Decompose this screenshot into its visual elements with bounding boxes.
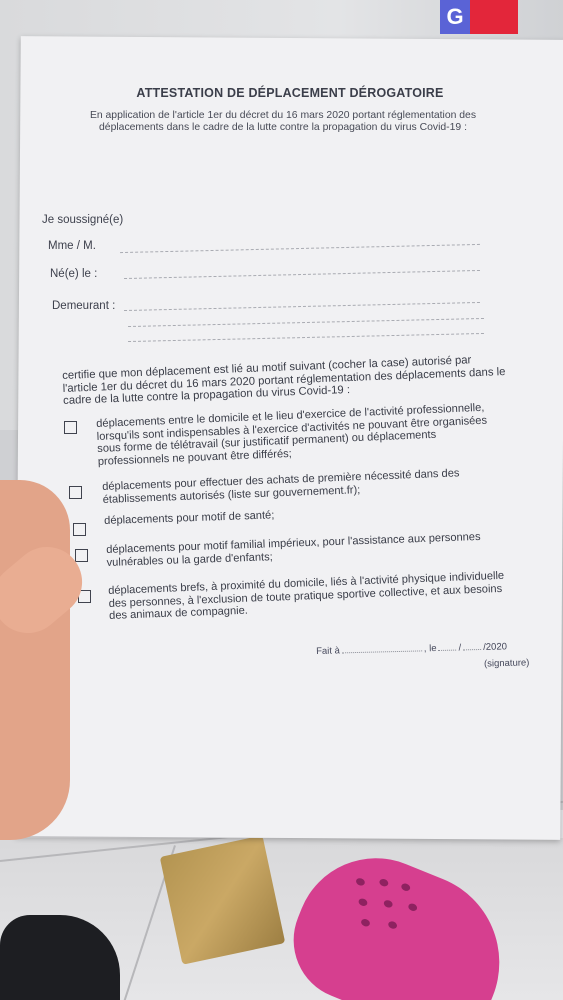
clog-hole [387,920,398,930]
certifie-paragraph: certifie que mon déplacement est lié au motif suivant (cocher la case) autorisé par l'article 1er du décret du 16 mars 2020 portant réglementation des déplacements dans le cadre de la lutte contre la propagation du virus Covid-19 : [62,354,506,407]
subtitle-line: déplacements dans le cadre de la lutte contre la propagation du virus Covid-19 : [99,122,467,133]
option-health: déplacements pour motif de santé; [104,509,275,527]
clog-hole [355,877,366,887]
birth-label: Né(e) le : [50,268,98,280]
red-logo-block [470,0,518,34]
hand [0,480,70,840]
checkbox-purchases[interactable] [69,486,82,499]
clog-hole [400,882,411,892]
name-label: Mme / M. [48,240,96,252]
brown-bag [160,835,286,964]
date-slash: / [458,642,462,654]
clog-hole [407,902,418,912]
option-professional: déplacements entre le domicile et le lieu d'exercice de l'activité professionnelle, lorsqu'ils sont indispensables à l'exercice d'activités ne pouvant être organisées sous forme de télétravail (sur justificatif permanent) ou déplacements professionnels ne pouvant être différés; [96,401,488,468]
address-label: Demeurant : [52,300,116,312]
place-field[interactable] [342,650,422,653]
year-label: /2020 [483,641,508,653]
option-physical-activity: déplacements brefs, à proximité du domicile, liés à l'activité physique individuelle des personnes, à l'exclusion de toute pratique sportive collective, et aux besoins des animaux de compagnie. [108,569,505,622]
checkbox-family[interactable] [75,549,88,562]
day-field[interactable] [439,650,457,651]
option-purchases: déplacements pour effectuer des achats de première nécessité dans des établissements autorisés (liste sur gouvernement.fr); [102,467,460,506]
checkbox-health[interactable] [73,523,86,536]
signature-label: (signature) [483,657,530,670]
clog-hole [357,897,368,907]
subtitle-line: En application de l'article 1er du décret du 16 mars 2020 portant réglementation des [89,110,477,121]
clog-hole [383,899,394,909]
clog-hole [378,878,389,888]
document-title: ATTESTATION DE DÉPLACEMENT DÉROGATOIRE [136,86,444,100]
logo-letter: G [440,0,470,34]
clog-hole [360,918,371,928]
soussigne-label: Je soussigné(e) [42,214,124,226]
fait-label: Fait à [316,645,341,657]
month-field[interactable] [463,649,481,650]
le-label: , le [423,643,437,655]
document-subtitle [48,110,518,134]
checkbox-professional[interactable] [64,421,77,434]
option-family: déplacements pour motif familial impérieux, pour l'assistance aux personnes vulnérables ou la garde d'enfants; [106,530,481,569]
